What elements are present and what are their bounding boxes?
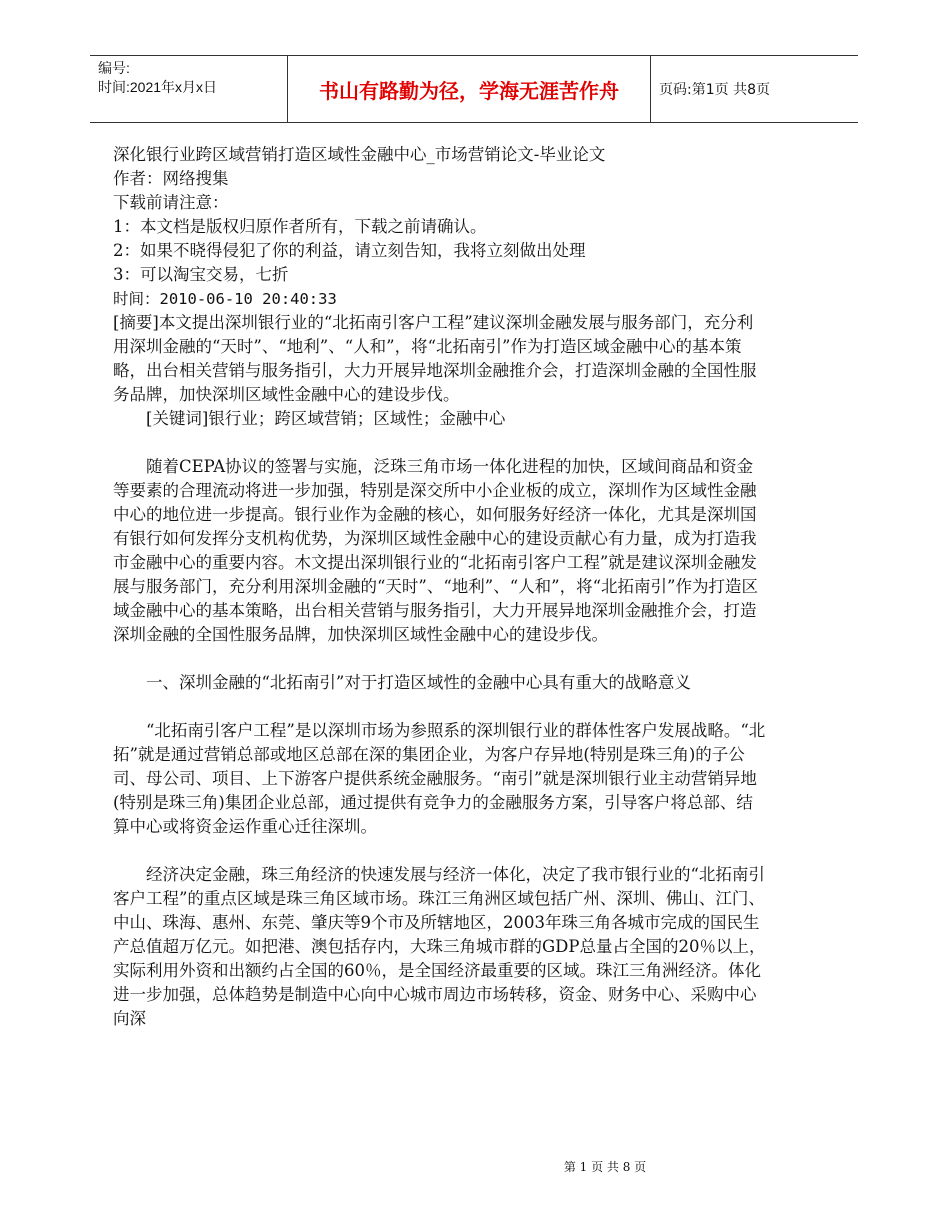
section-heading-1: 一、深圳金融的“北拓南引”对于打造区域性的金融中心具有重大的战略意义 bbox=[146, 673, 691, 692]
notice-item-1: 1：本文档是版权归原作者所有，下载之前请确认。 bbox=[113, 217, 487, 236]
paragraph-1: 随着CEPA协议的签署与实施，泛珠三角市场一体化进程的加快，区域间商品和资金等要素的合理流动将进一步加强，特别是深交所中小企业板的成立，深圳作为区域性金融中心的地位进一步提高。银行业作为金融的核心，如何服务好经济一体化，尤其是深圳国有银行如何发挥分支机构优势，为深圳区域性金融中心的建设贡献心有力量，成为打造我市金融中心的重要内容。木文提出深圳银行业的“北拓南引客户工程”就是建议深圳金融发展与服务部门，充分利用深圳金融的“天时”、“地利”、“人和”，将“北拓南引”作为打造区域金融中心的基本策略，出台相关营销与服务指引，大力开展异地深圳金融推介会，打造深圳金融的全国性服务品牌，加快深圳区域性金融中心的建设步伐。 bbox=[113, 457, 758, 644]
doc-number-label: 编号: bbox=[98, 60, 130, 76]
doc-time-label: 时间:2021年x月x日 bbox=[98, 79, 218, 95]
header-motto: 书山有路勤为径，学海无涯苦作舟 bbox=[287, 56, 651, 122]
abstract: [摘要]本文提出深圳银行业的“北拓南引客户工程”建议深圳金融发展与服务部门，充分利用深圳金融的“天时”、“地利”、“人和”，将“北拓南引”作为打造区域金融中心的基本策略，出台相关营销与服务指引，大力开展异地深圳金融推介会，打造深圳金融的全国性服务品牌，加快深圳区域性金融中心的建设步伐。 bbox=[113, 313, 757, 404]
header-page-info: 页码:第1页 共8页 bbox=[659, 82, 770, 98]
page-footer: 第 1 页 共 8 页 bbox=[563, 1160, 647, 1174]
notice-item-2: 2：如果不晓得侵犯了你的利益，请立刻告知，我将立刻做出处理 bbox=[113, 241, 586, 260]
header-meta bbox=[90, 56, 287, 122]
notice-item-3: 3：可以淘宝交易，七折 bbox=[113, 265, 289, 284]
page-header bbox=[90, 55, 858, 123]
keywords: [关键词]银行业；跨区域营销；区域性；金融中心 bbox=[146, 409, 506, 428]
paragraph-3: 经济决定金融，珠三角经济的快速发展与经济一体化，决定了我市银行业的“北拓南引客户工程”的重点区域是珠三角区域市场。珠江三角洲区域包括广州、深圳、佛山、江门、中山、珠海、惠州、东莞、肇庆等9个市及所辖地区，2003年珠三角各城市完成的国民生产总值超万亿元。如把港、澳包括存内，大珠三角城市群的GDP总量占全国的20％以上，实际利用外资和出额约占全国的60％，是全国经济最重要的区域。珠江三角洲经济。体化进一步加强，总体趋势是制造中心向中心城市周边市场转移，资金、财务中心、采购中心向深 bbox=[113, 865, 766, 1028]
paragraph-2: “北拓南引客户工程”是以深圳市场为参照系的深圳银行业的群体性客户发展战略。“北拓”就是通过营销总部或地区总部在深的集团企业，为客户存异地(特别是珠三角)的子公司、母公司、项目、上下游客户提供系统金融服务。“南引”就是深圳银行业主动营销异地(特别是珠三角)集团企业总部，通过提供有竞争力的金融服务方案，引导客户将总部、结算中心或将资金运作重心迁往深圳。 bbox=[113, 721, 766, 836]
doc-author: 作者：网络搜集 bbox=[113, 169, 229, 188]
doc-title: 深化银行业跨区域营销打造区域性金融中心_市场营销论文-毕业论文 bbox=[113, 145, 606, 164]
notice-title: 下载前请注意： bbox=[113, 193, 229, 212]
doc-time: 时间：2010-06-10 20:40:33 bbox=[113, 290, 337, 308]
document-body bbox=[113, 143, 768, 1031]
